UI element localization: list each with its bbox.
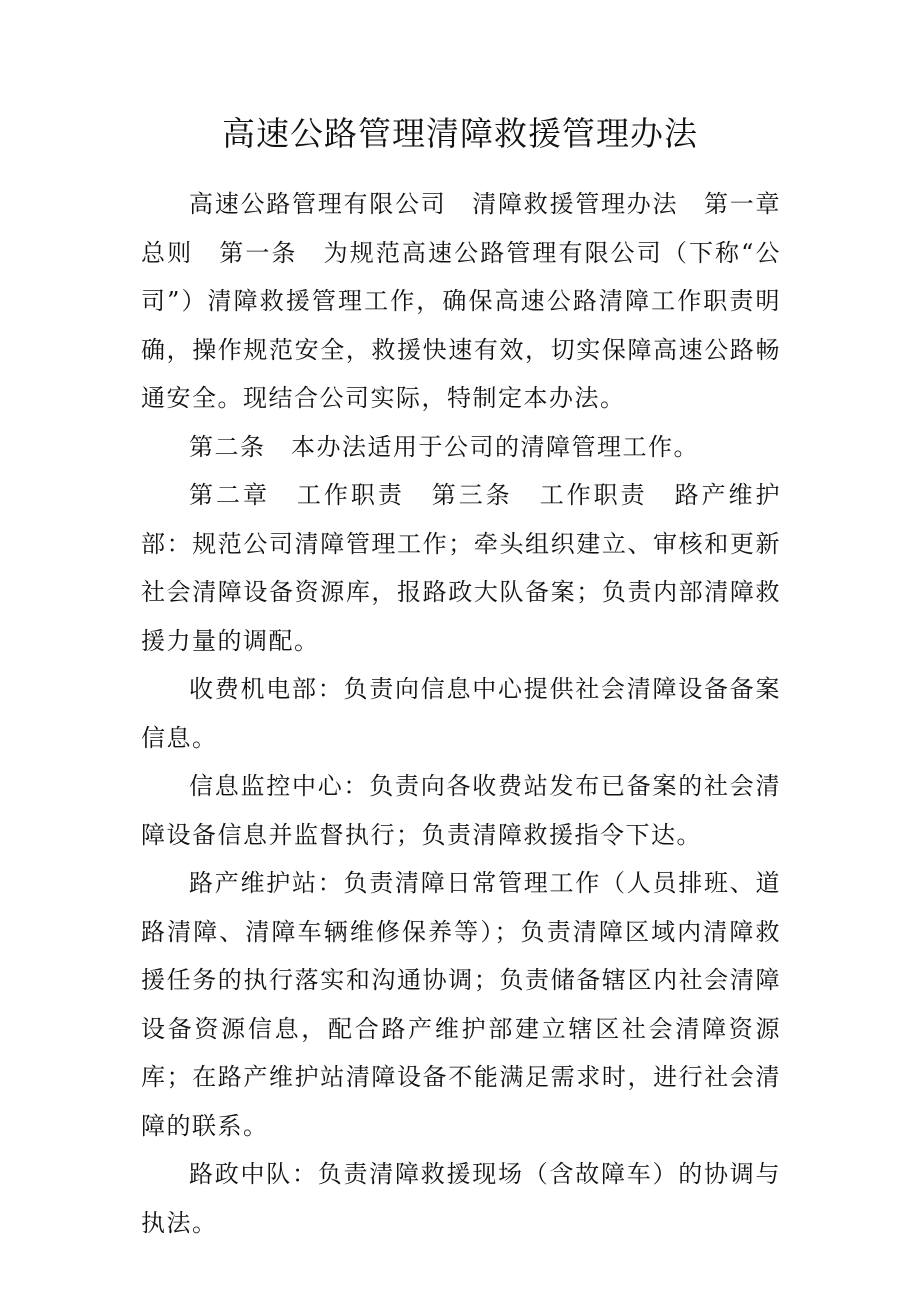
document-title: 高速公路管理清障救援管理办法 [222, 114, 698, 153]
paragraph-general-provisions: 高速公路管理有限公司 清障救援管理办法 第一章 总则 第一条 为规范高速公路管理有限公司（下称“公司”）清障救援管理工作，确保高速公路清障工作职责明确，操作规范安全，救援快速有效，切实保障高速公路畅通安全。现结合公司实际，特制定本办法。 [141, 190, 807, 412]
paragraph-road-administration-squad: 路政中队：负责清障救援现场（含故障车）的协调与执法。 [141, 1160, 781, 1237]
paragraph-road-maintenance-dept: 第二章 工作职责 第三条 工作职责 路产维护部：规范公司清障管理工作；牵头组织建立、审核和更新社会清障设备资源库，报路政大队备案；负责内部清障救援力量的调配。 [141, 481, 781, 655]
paragraph-scope: 第二条 本办法适用于公司的清障管理工作。 [189, 432, 699, 461]
paragraph-monitoring-center: 信息监控中心：负责向各收费站发布已备案的社会清障设备信息并监督执行；负责清障救援指令下达。 [141, 772, 781, 849]
document-body [141, 180, 807, 1247]
paragraph-road-maintenance-station: 路产维护站：负责清障日常管理工作（人员排班、道路清障、清障车辆维修保养等）；负责清障区域内清障救援任务的执行落实和沟通协调；负责储备辖区内社会清障设备资源信息，配合路产维护部建立辖区社会清障资源库；在路产维护站清障设备不能满足需求时，进行社会清障的联系。 [141, 869, 781, 1140]
paragraph-toll-electromechanical-dept: 收费机电部：负责向信息中心提供社会清障设备备案信息。 [141, 675, 781, 752]
